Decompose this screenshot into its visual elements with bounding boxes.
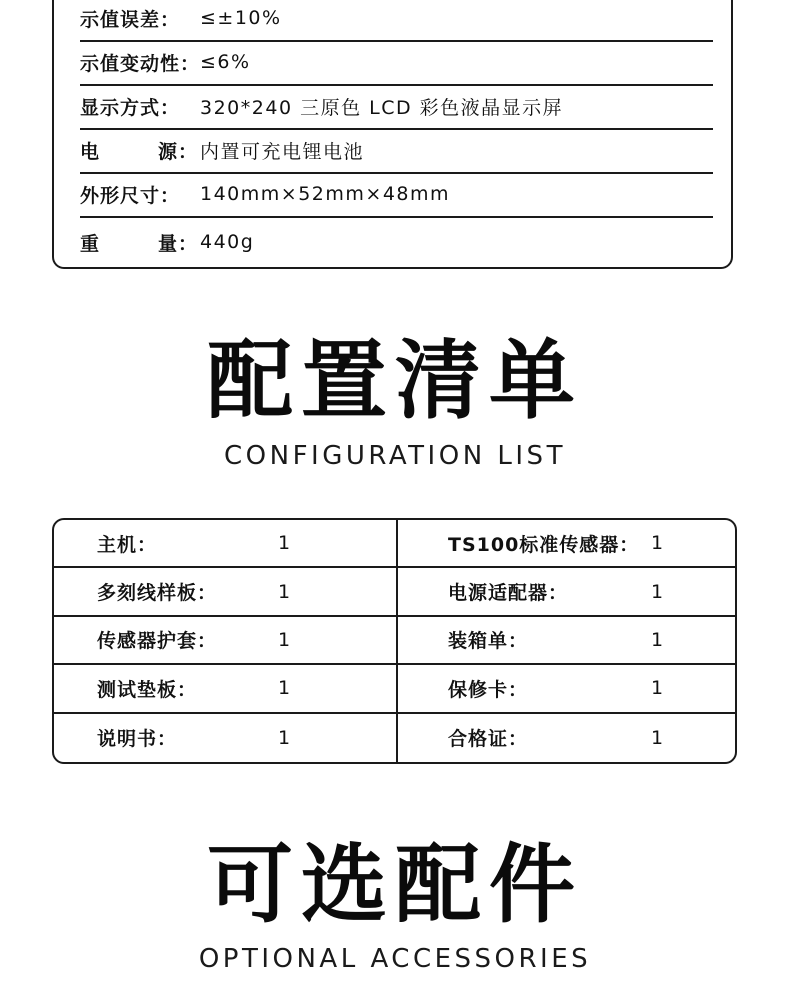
spec-value: 440g [200, 231, 255, 253]
spec-label-right: 源： [157, 140, 198, 163]
item-qty: 1 [651, 580, 664, 603]
spec-label-left: 重 [80, 232, 101, 255]
spec-value: 140mm×52mm×48mm [200, 183, 451, 205]
item-name: 主机： [97, 533, 158, 556]
spec-label-left: 电 [80, 140, 101, 163]
item-qty: 1 [278, 726, 291, 749]
item-qty: 1 [278, 628, 291, 651]
spec-label: 示值变动性： [80, 52, 201, 75]
spec-label-right: 量： [157, 232, 198, 255]
item-name: 传感器护套： [97, 630, 218, 653]
spec-label: 显示方式： [80, 96, 181, 119]
spec-row-power [80, 128, 713, 174]
spec-row-weight [80, 220, 713, 264]
spec-value: ≤±10% [200, 7, 282, 29]
item-name: TS100标准传感器： [448, 533, 640, 556]
spec-row-display [80, 84, 713, 130]
config-subtitle: CONFIGURATION LIST [224, 441, 566, 471]
item-qty: 1 [278, 532, 291, 555]
config-title: 配置清单 [207, 331, 583, 431]
spec-label: 外形尺寸： [80, 184, 181, 207]
table-row [54, 714, 735, 762]
item-name: 多刻线样板： [97, 582, 218, 605]
config-table [52, 518, 737, 764]
item-name: 测试垫板： [97, 678, 198, 701]
spec-value: 内置可充电锂电池 [200, 140, 365, 163]
item-qty: 1 [651, 677, 664, 700]
item-name: 说明书： [97, 728, 178, 751]
table-row [54, 568, 735, 616]
table-row [54, 665, 735, 713]
table-row [54, 617, 735, 665]
item-name: 电源适配器： [448, 582, 569, 605]
spec-value: ≤6% [200, 51, 251, 73]
item-qty: 1 [651, 628, 664, 651]
spec-label [80, 137, 200, 164]
spec-value: 320*240 三原色 LCD 彩色液晶显示屏 [200, 96, 564, 119]
item-qty: 1 [651, 726, 664, 749]
item-name: 保修卡： [448, 678, 529, 701]
spec-label [80, 229, 200, 256]
spec-table [52, 0, 733, 269]
accessories-title: 可选配件 [207, 835, 583, 935]
spec-row-variability [80, 40, 713, 86]
item-name: 合格证： [448, 728, 529, 751]
item-qty: 1 [651, 532, 664, 555]
table-row [54, 520, 735, 568]
spec-row-accuracy [80, 0, 713, 42]
item-qty: 1 [278, 580, 291, 603]
item-qty: 1 [278, 677, 291, 700]
spec-label: 示值误差： [80, 8, 181, 31]
item-name: 装箱单： [448, 630, 529, 653]
accessories-subtitle: OPTIONAL ACCESSORIES [198, 944, 592, 974]
spec-row-dimensions [80, 172, 713, 218]
